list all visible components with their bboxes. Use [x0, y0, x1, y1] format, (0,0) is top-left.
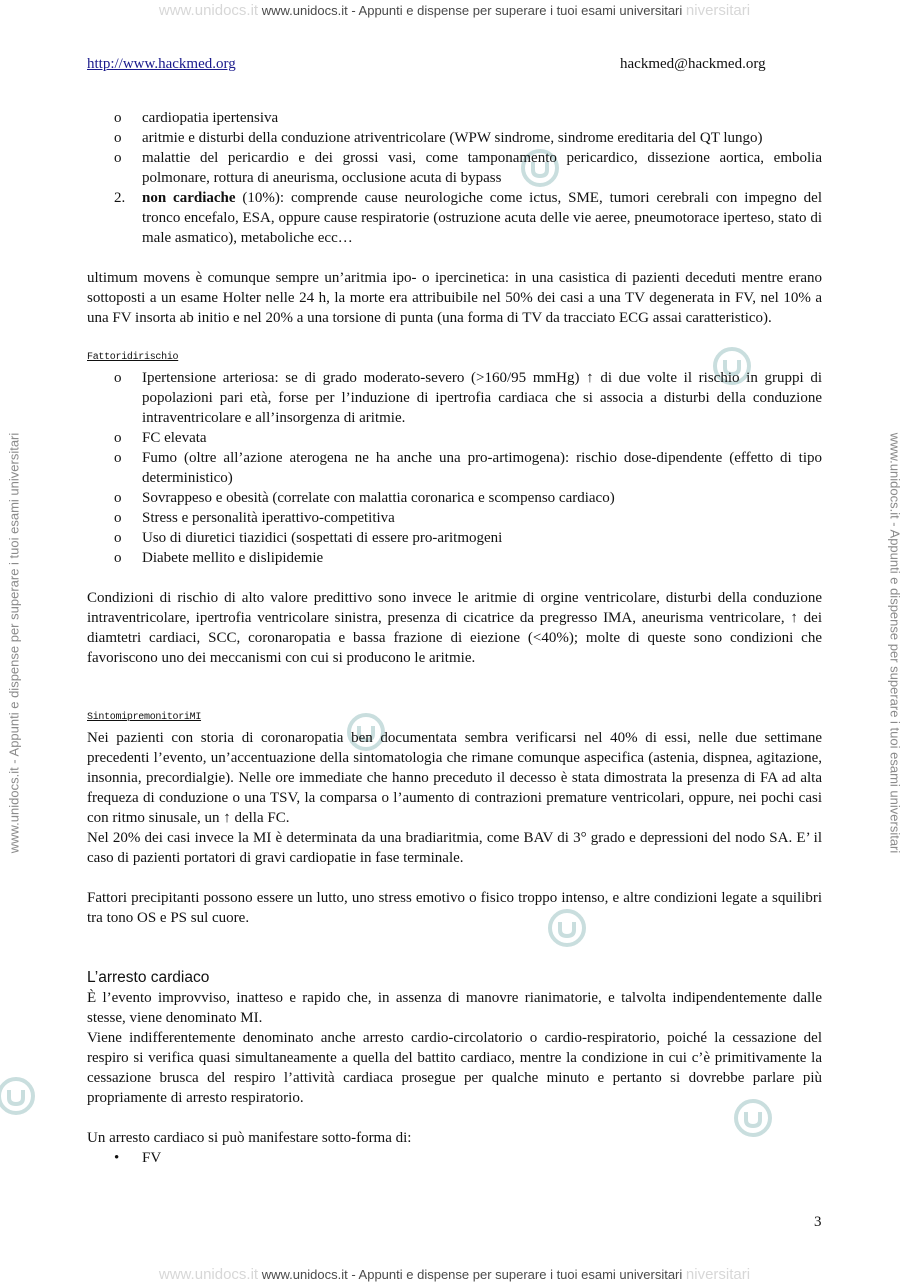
list-item: [87, 108, 822, 128]
header-site-link[interactable]: http://www.hackmed.org: [87, 56, 236, 72]
bullet-marker: •: [114, 1150, 120, 1166]
paragraph-precipitating-factors: Fattori precipitanti possono essere un lutto, uno stress emotivo o fisico troppo intenso, e altre condizioni legate a squilibri tra tono OS e PS sul cuore.: [87, 890, 822, 926]
top-banner: [0, 2, 909, 19]
header-email: hackmed@hackmed.org: [620, 56, 766, 72]
paragraph-ultimum-movens: ultimum movens è comunque sempre un’aritmia ipo- o ipercinetica: in una casistica di pazienti deceduti mentre erano sottoposti a un esame Holter nelle 24 h, la morte era attribuibile nel 50% dei casi a una TV degenerata in FV, nel 10% a una FV insorta ab initio e nel 20% a una torsione di punta (una forma di TV da tracciato ECG assai caratteristico).: [87, 270, 822, 326]
section-label-premonitory-symptoms: SintomipremonitoriMI: [87, 712, 202, 723]
paragraph-arrest-2: Viene indifferentemente denominato anche arresto cardio-circolatorio o cardio-respiratorio, poiché la cessazione del respiro si verifica quasi simultaneamente a quella del battito cardiaco, mentre la condizione in cui c’è primitivamente la cessazione brusca del respiro l’attività cardiaca prosegue per qualche minuto e pertanto si dovrebbe parlare più propriamente di arresto respiratorio.: [87, 1030, 822, 1106]
list-item: [87, 368, 822, 428]
list-item: [87, 148, 822, 188]
heading-cardiac-arrest: L’arresto cardiaco: [87, 969, 210, 986]
list-marker: o: [114, 110, 122, 126]
cardiac-causes-sublist: [87, 108, 822, 188]
banner-ghost-left: www.unidocs.it: [158, 1266, 259, 1283]
list-item-text: cardiopatia ipertensiva: [142, 110, 279, 126]
list-item-text: Uso di diuretici tiazidici (sospettati di essere pro-aritmogeni: [142, 530, 503, 546]
list-marker: o: [114, 130, 122, 146]
list-item-text: aritmie e disturbi della conduzione atriventricolare (WPW sindrome, sindrome ereditaria del QT lungo): [142, 130, 763, 146]
banner-ghost-right: niversitari: [685, 1266, 751, 1283]
list-marker: o: [114, 150, 122, 166]
right-side-banner: www.unidocs.it - Appunti e dispense per superare i tuoi esami universitari: [887, 432, 903, 854]
list-item-text: Stress e personalità iperattivo-competitiva: [142, 510, 395, 526]
list-item-text: Diabete mellito e dislipidemie: [142, 550, 324, 566]
document-body: [87, 108, 822, 1168]
list-item: [87, 128, 822, 148]
list-item: [87, 528, 822, 548]
list-item: [87, 488, 822, 508]
paragraph-symptoms-1: Nei pazienti con storia di coronaropatia ben documentata sembra verificarsi nel 40% di essi, nelle due settimane precedenti l’evento, un’accentuazione della sintomatologia che rimane comunque aspecifica (astenia, dispnea, agitazione, insonnia, precordialgie). Nelle ore immediate che hanno preceduto il decesso è stata dimostrata la presenza di FA ad alta frequeza di conduzione o una TSV, la comparsa o l’aumento di contrazioni premature ventricolari, oppure, nei pochi casi con ritmo sinusale, un ↑ della FC.: [87, 730, 822, 826]
arrest-forms-list: [87, 1148, 822, 1168]
list-item: [87, 428, 822, 448]
risk-factors-list: [87, 368, 822, 568]
list-marker: o: [114, 510, 122, 526]
noncardiac-causes-item: [87, 188, 822, 248]
paragraph-arrest-3: Un arresto cardiaco si può manifestare sotto-forma di:: [87, 1130, 412, 1146]
paragraph-arrest-1: È l’evento improvviso, inatteso e rapido che, in assenza di manovre rianimatorie, e talvolta indipendentemente dalle stesse, viene denominato MI.: [87, 990, 822, 1026]
watermark-logo-icon: [0, 1076, 36, 1116]
left-side-banner: www.unidocs.it - Appunti e dispense per superare i tuoi esami universitari: [6, 432, 22, 854]
banner-text: www.unidocs.it - Appunti e dispense per superare i tuoi esami universitari: [261, 3, 683, 18]
list-marker: o: [114, 490, 122, 506]
list-item-text: malattie del pericardio e dei grossi vasi, come tamponamento pericardico, dissezione aortica, embolia polmonare, rottura di aneurisma, occlusione acuta di bypass: [142, 150, 822, 186]
section-label-risk-factors: Fattoridirischio: [87, 352, 179, 363]
list-marker: o: [114, 430, 122, 446]
list-marker: o: [114, 530, 122, 546]
list-item-text: FC elevata: [142, 430, 207, 446]
list-item-text: Ipertensione arteriosa: se di grado moderato-severo (>160/95 mmHg) ↑ di due volte il rischio in gruppi di popolazioni pari età, forse per l’induzione di ipertrofia cardiaca che si associa a disturbi della conduzione intraventricolare e all’insorgenza di aritmie.: [142, 370, 822, 426]
paragraph-high-risk-conditions: Condizioni di rischio di alto valore predittivo sono invece le aritmie di orgine ventricolare, disturbi della conduzione intraventricolare, ipertrofia ventricolare sinistra, presenza di cicatrice da pregresso IMA, aneurisma ventricolare, ↑ dei diamtetri cardiaci, SCC, coronaropatia e bassa frazione di eiezione (<40%); molte di queste sono condizioni che favoriscono uno dei meccanismi con cui si producono le aritmie.: [87, 590, 822, 666]
list-item-text: (10%): comprende cause neurologiche come ictus, SME, tumori cerebrali con impegno del tronco encefalo, ESA, oppure cause respiratorie (ostruzione acuta delle vie aeree, pneumotorace iperteso, stato di male asmatico), metaboliche ecc…: [142, 190, 822, 246]
list-marker: o: [114, 370, 122, 386]
paragraph-symptoms-2: Nel 20% dei casi invece la MI è determinata da una bradiaritmia, come BAV di 3° grado e depressioni del nodo SA. E’ il caso di pazienti portatori di gravi cardiopatie in fase terminale.: [87, 830, 822, 866]
bottom-banner: [0, 1266, 909, 1283]
list-item-text: FV: [142, 1150, 162, 1166]
list-number: 2.: [114, 190, 126, 206]
list-item: [87, 548, 822, 568]
list-item: [87, 448, 822, 488]
list-marker: o: [114, 550, 122, 566]
list-item: [87, 1148, 822, 1168]
list-marker: o: [114, 450, 122, 466]
page-number: 3: [814, 1214, 822, 1230]
banner-ghost-left: www.unidocs.it: [158, 2, 259, 19]
list-item-text: Sovrappeso e obesità (correlate con malattia coronarica e scompenso cardiaco): [142, 490, 615, 506]
banner-ghost-right: niversitari: [685, 2, 751, 19]
list-item-text: Fumo (oltre all’azione aterogena ne ha anche una pro-artimogena): rischio dose-dipendente (effetto di tipo deterministico): [142, 450, 822, 486]
banner-text: www.unidocs.it - Appunti e dispense per superare i tuoi esami universitari: [261, 1267, 683, 1282]
list-item: [87, 508, 822, 528]
term-bold: non cardiache: [142, 190, 236, 206]
